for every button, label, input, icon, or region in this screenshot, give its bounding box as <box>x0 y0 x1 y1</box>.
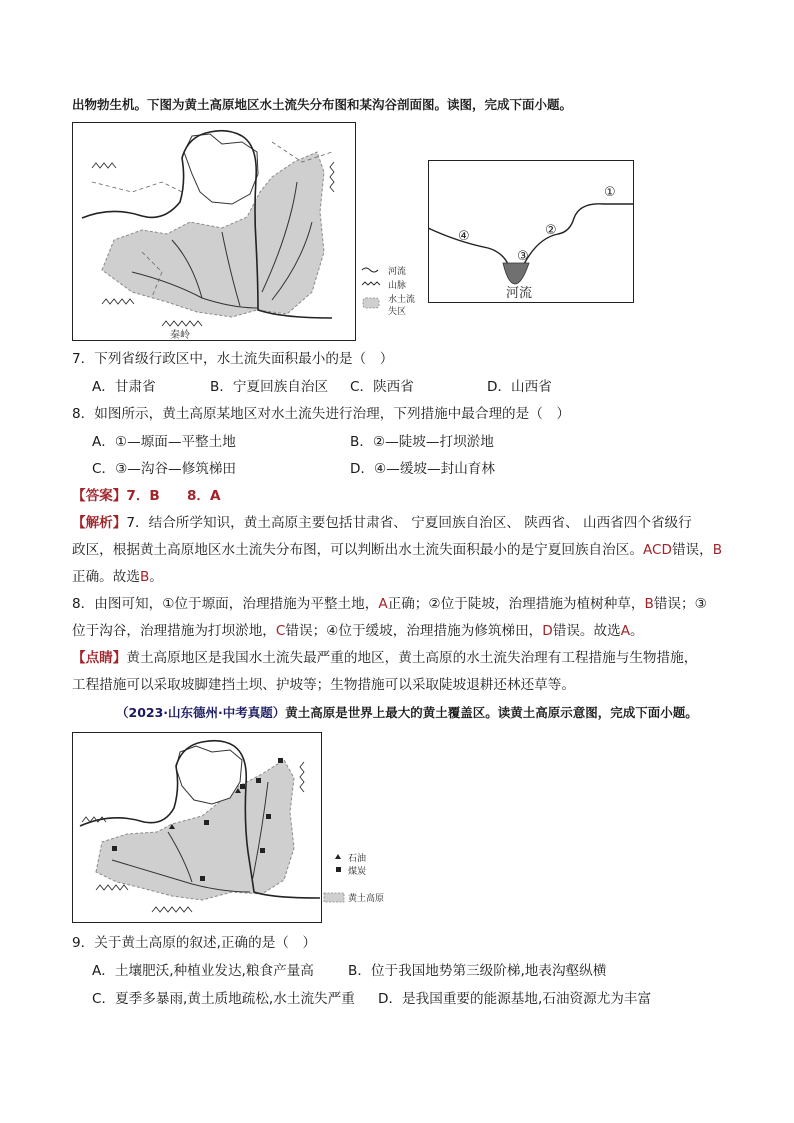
analysis-q8-c: C <box>275 623 286 639</box>
q9-option-a[interactable]: A．土壤肥沃,种植业发达,粮食产量高 <box>92 963 314 979</box>
analysis-q8-line-2 <box>72 621 644 641</box>
analysis-q8-a: A <box>378 596 388 612</box>
q8-option-a[interactable]: A．①—塬面—平整土地 <box>92 434 236 450</box>
legend-river-label: 河流 <box>388 267 407 277</box>
legend-coal-icon <box>336 867 341 872</box>
intro-text: 出物勃生机。下图为黄土高原地区水土流失分布图和某沟谷剖面图。读图，完成下面小题。 <box>72 97 573 112</box>
analysis-q7-line-1 <box>72 513 692 533</box>
loess-plateau-map <box>72 732 322 924</box>
q9-option-b[interactable]: B．位于我国地势第三级阶梯,地表沟壑纵横 <box>348 963 607 979</box>
erosion-map-figure <box>72 122 356 342</box>
legend-coal-label: 煤炭 <box>348 867 367 877</box>
q7-option-d[interactable]: D．山西省 <box>487 379 552 395</box>
analysis-q8-text-1a: 8．由图可知，①位于塬面，治理措施为平整土地， <box>72 596 379 612</box>
analysis-tag: 【解析】 <box>72 515 127 531</box>
erosion-map <box>72 122 356 342</box>
analysis-q7-text-3: 正确。故选 <box>72 569 140 585</box>
legend-oil-icon <box>335 854 341 859</box>
river-label: 河流 <box>506 286 533 301</box>
analysis-q8-text-2e: 错误。故选 <box>552 623 621 639</box>
analysis-b: B <box>712 542 723 558</box>
legend-plateau-label: 黄土高原 <box>348 894 385 904</box>
legend-erosion-label-1: 水土流 <box>388 295 416 305</box>
analysis-q8-text-1c: 正确；②位于陡坡，治理措施为植树种草， <box>387 596 645 612</box>
analysis-q7-line-2 <box>72 540 722 560</box>
q8-stem: 8．如图所示，黄土高原某地区对水土流失进行治理，下列措施中最合理的是（ ） <box>72 406 571 422</box>
analysis-q8-text-2c: 错误；④位于缓坡，治理措施为修筑梯田， <box>285 623 543 639</box>
answer-value: 7．B 8．A <box>126 488 221 504</box>
answer-tag: 【答案】 <box>72 488 127 504</box>
analysis-q7-end: 。 <box>149 569 163 585</box>
q7-option-a[interactable]: A．甘肃省 <box>92 379 156 395</box>
analysis-q8-text-2a: 位于沟谷，治理措施为打坝淤地， <box>72 623 276 639</box>
point-2-label: ② <box>545 223 557 238</box>
point-text-1: 黄土高原地区是我国水土流失最严重的地区，黄土高原的水土流失治理有工程措施与生物措施， <box>126 650 698 666</box>
analysis-acd: ACD <box>642 542 672 558</box>
q7-option-c[interactable]: C．陕西省 <box>350 379 414 395</box>
gully-profile <box>428 160 634 304</box>
point-3-label: ③ <box>517 249 529 264</box>
legend-plateau-icon <box>324 893 344 902</box>
point-line-2: 工程措施可以采取坡脚建挡土坝、护坡等；生物措施可以采取陡坡退耕还林还草等。 <box>72 677 575 693</box>
legend-river-icon <box>362 268 378 272</box>
point-tag: 【点睛】 <box>72 650 127 666</box>
legend-erosion-icon <box>363 298 379 308</box>
source-tag: （2023·山东德州·中考真题） <box>116 705 286 720</box>
q8-option-c[interactable]: C．③—沟谷—修筑梯田 <box>92 461 237 477</box>
q9-option-c[interactable]: C．夏季多暴雨,黄土质地疏松,水土流失严重 <box>92 991 355 1007</box>
legend-mountain-icon <box>362 282 380 285</box>
point-line-1 <box>72 648 697 668</box>
q9-stem: 9．关于黄土高原的叙述,正确的是（ ） <box>72 935 317 951</box>
analysis-q8-line-1 <box>72 594 707 614</box>
analysis-q7-line-3 <box>72 567 163 587</box>
analysis-q7-wrong: 错误， <box>671 542 713 558</box>
analysis-q8-text-1e: 错误；③ <box>653 596 707 612</box>
answer-line <box>72 486 221 506</box>
legend-mountain-label: 山脉 <box>388 281 407 291</box>
point-4-label: ④ <box>458 229 470 244</box>
analysis-q7-choice: B <box>139 569 150 585</box>
analysis-q7-text-1: 7．结合所学知识，黄土高原主要包括甘肃省、 宁夏回族自治区、 陕西省、 山西省四个省级行 <box>126 515 692 531</box>
legend-erosion-label-2: 失区 <box>388 307 407 317</box>
legend-oil-label: 石油 <box>348 854 367 864</box>
analysis-q8-choice: A <box>620 623 631 639</box>
q7-stem: 7．下列省级行政区中，水土流失面积最小的是（ ） <box>72 351 394 367</box>
erosion-map-legend <box>360 262 430 322</box>
source-line <box>116 703 698 723</box>
gully-profile-figure <box>428 160 634 304</box>
point-1-label: ① <box>604 185 616 200</box>
analysis-q8-b: B <box>644 596 654 612</box>
q7-option-b[interactable]: B．宁夏回族自治区 <box>210 379 329 395</box>
q9-option-d[interactable]: D．是我国重要的能源基地,石油资源尤为丰富 <box>378 991 652 1007</box>
q8-option-d[interactable]: D．④—缓坡—封山育林 <box>350 461 495 477</box>
loess-map-legend <box>320 852 400 908</box>
place-label: 秦岭 <box>170 330 190 341</box>
loess-plateau-map-figure <box>72 732 322 924</box>
source-text: 黄土高原是世界上最大的黄土覆盖区。读黄土高原示意图，完成下面小题。 <box>285 705 698 720</box>
analysis-q8-d: D <box>542 623 553 639</box>
q8-option-b[interactable]: B．②—陡坡—打坝淤地 <box>350 434 494 450</box>
analysis-q7-text-2: 政区，根据黄土高原地区水土流失分布图，可以判断出水土流失面积最小的是宁夏回族自治区。 <box>72 542 643 558</box>
analysis-q8-end: 。 <box>630 623 644 639</box>
